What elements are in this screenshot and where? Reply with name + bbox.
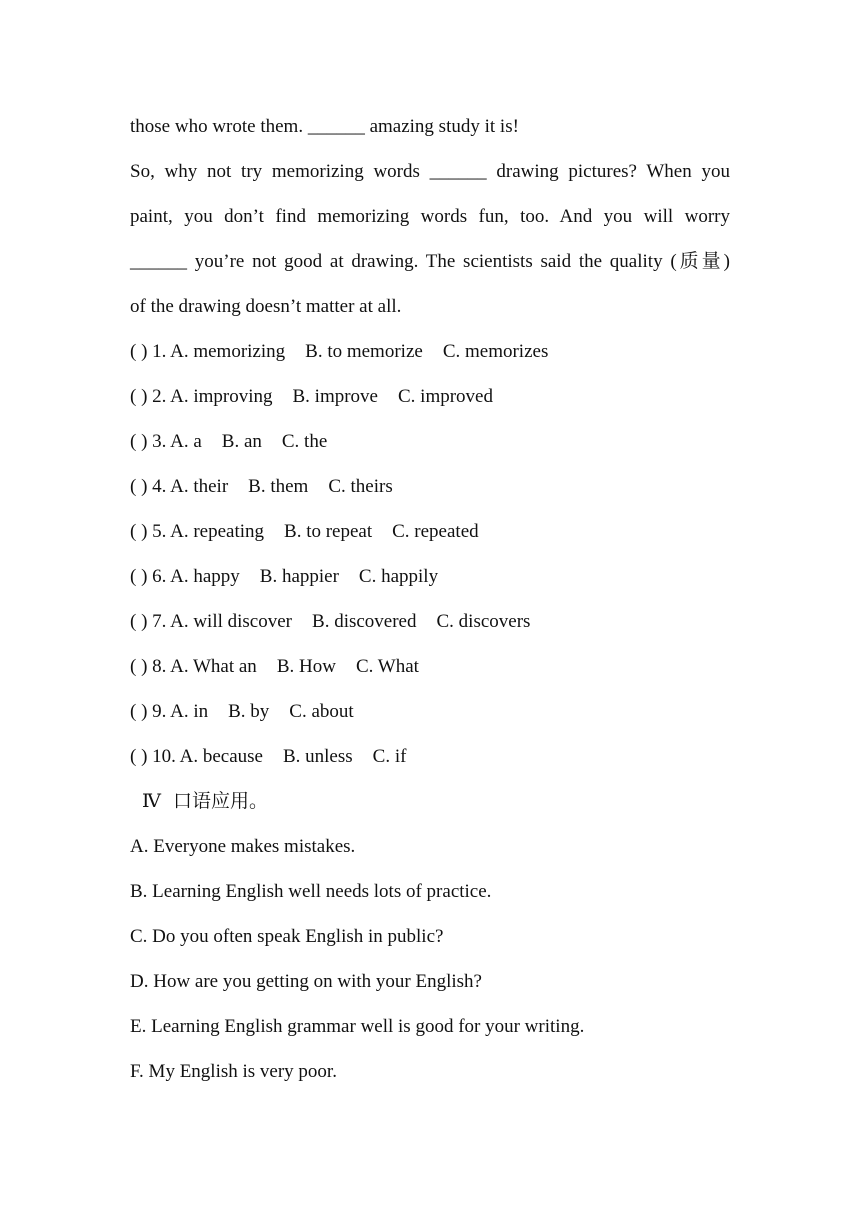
section-number: Ⅳ (142, 791, 161, 812)
passage-line: of the drawing doesn’t matter at all. (130, 296, 402, 317)
question-option-c: C. the (281, 431, 328, 452)
question-option-b: B. to repeat (284, 521, 373, 542)
question-item (130, 599, 730, 644)
question-item (130, 644, 730, 689)
choice-item: C. Do you often speak English in public? (130, 926, 444, 947)
question-item (130, 464, 730, 509)
question-option-b: B. discovered (312, 611, 417, 632)
question-option-b: B. by (228, 701, 270, 722)
question-option-c: C. discovers (436, 611, 531, 632)
choice-item: B. Learning English well needs lots of practice. (130, 881, 492, 902)
question-option-c: C. about (289, 701, 354, 722)
question-option-c: C. repeated (392, 521, 479, 542)
question-option-b: B. to memorize (305, 341, 423, 362)
question-item (130, 329, 730, 374)
section-heading (130, 779, 730, 824)
question-option-c: C. if (372, 746, 407, 767)
question-option-b: B. How (276, 656, 336, 677)
choice-item: E. Learning English grammar well is good for your writing. (130, 1016, 585, 1037)
passage-line: paint, you don’t find memorizing words fun, too. And you will worry (130, 206, 730, 227)
document-body (130, 104, 730, 1094)
passage-line: So, why not try memorizing words ______ drawing pictures? When you (130, 161, 730, 182)
question-option-a: ( ) 6. A. happy (130, 566, 240, 587)
passage-line: ______ you’re not good at drawing. The scientists said the quality (质量) (130, 251, 730, 272)
question-option-a: ( ) 4. A. their (130, 476, 229, 497)
question-option-a: ( ) 9. A. in (130, 701, 209, 722)
question-option-c: C. theirs (328, 476, 393, 497)
choice-item: A. Everyone makes mistakes. (130, 836, 356, 857)
question-option-c: C. memorizes (442, 341, 549, 362)
question-option-b: B. unless (282, 746, 353, 767)
section-title: 口语应用。 (172, 791, 268, 812)
question-option-a: ( ) 10. A. because (130, 746, 263, 767)
question-option-a: ( ) 5. A. repeating (130, 521, 265, 542)
question-option-a: ( ) 3. A. a (130, 431, 202, 452)
question-option-b: B. improve (292, 386, 378, 407)
question-option-c: C. improved (398, 386, 493, 407)
question-item (130, 419, 730, 464)
question-item (130, 374, 730, 419)
question-option-b: B. an (221, 431, 262, 452)
choice-item: D. How are you getting on with your English? (130, 971, 482, 992)
question-option-a: ( ) 1. A. memorizing (130, 341, 286, 362)
question-option-b: B. them (248, 476, 309, 497)
question-option-a: ( ) 2. A. improving (130, 386, 273, 407)
question-option-a: ( ) 8. A. What an (130, 656, 257, 677)
question-item (130, 554, 730, 599)
question-item (130, 689, 730, 734)
question-item (130, 509, 730, 554)
question-item (130, 734, 730, 779)
question-option-a: ( ) 7. A. will discover (130, 611, 293, 632)
question-option-b: B. happier (259, 566, 339, 587)
question-option-c: C. happily (358, 566, 439, 587)
passage-line: those who wrote them. ______ amazing study it is! (130, 116, 519, 137)
choice-item: F. My English is very poor. (130, 1061, 337, 1082)
question-option-c: C. What (355, 656, 419, 677)
